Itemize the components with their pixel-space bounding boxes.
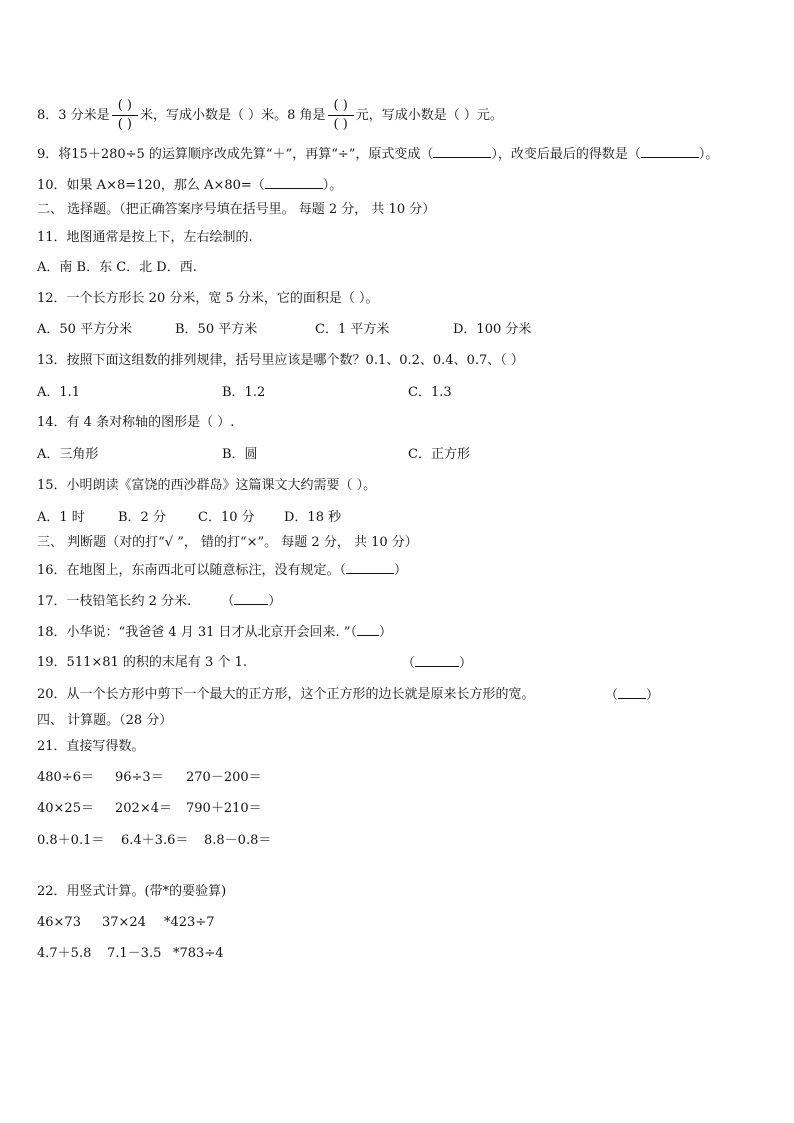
question-17: 17．一枝铅笔长约 2 分米. （ ） <box>37 594 282 609</box>
section-heading-3: 三、 判断题（对的打“√ ”， 错的打“×”。 每题 2 分， 共 10 分） <box>37 535 418 550</box>
fraction-blank-1[interactable]: $\frac{( )}{( )}$ <box>112 97 138 134</box>
option-b[interactable]: B．1.2 <box>222 385 266 400</box>
calc-item: 6.4＋3.6＝ <box>121 833 189 848</box>
question-16: 16．在地图上，东南西北可以随意标注，没有规定。（ ） <box>37 563 408 578</box>
section-heading-2: 二、 选择题。（把正确答案序号填在括号里。 每题 2 分， 共 10 分） <box>37 202 436 217</box>
vertical-calc-item: *423÷7 <box>164 915 215 930</box>
question-12-stem: 12．一个长方形长 20 分米，宽 5 分米，它的面积是（ ）。 <box>37 291 379 306</box>
option-a[interactable]: A．1.1 <box>37 385 81 400</box>
option-d[interactable]: D．18 秒 <box>284 510 342 525</box>
question-14-stem: 14．有 4 条对称轴的图形是（ ）. <box>37 415 235 430</box>
question-13-stem: 13．按照下面这组数的排列规律，括号里应该是哪个数？0.1、0.2、0.4、0.7、（ ） <box>37 353 524 368</box>
question-19: 19．511×81 的积的末尾有 3 个 1. <box>37 655 247 670</box>
vertical-calc-item: *783÷4 <box>173 946 224 961</box>
answer-blank[interactable] <box>234 592 268 605</box>
answer-blank[interactable] <box>433 145 491 158</box>
question-11-options: A．南 B．东 C．北 D．西. <box>37 260 197 275</box>
vertical-calc-item: 7.1－3.5 <box>107 946 162 961</box>
vertical-calc-item: 46×73 <box>37 915 81 930</box>
option-c[interactable]: C．10 分 <box>198 510 255 525</box>
answer-blank[interactable] <box>265 176 323 189</box>
option-c[interactable]: C．正方形 <box>408 447 470 462</box>
question-21-stem: 21．直接写得数。 <box>37 739 145 754</box>
answer-blank[interactable] <box>415 654 459 667</box>
q8-text-2: 米，写成小数是（ ）米。8 角是 <box>139 108 326 123</box>
option-c[interactable]: C．1.3 <box>408 385 452 400</box>
calc-item: 790＋210＝ <box>186 801 262 816</box>
q8-text-3: 元，写成小数是（ ）元。 <box>355 108 503 123</box>
question-22-stem: 22．用竖式计算。(带*的要验算) <box>37 884 227 899</box>
option-c[interactable]: C．1 平方米 <box>315 322 390 337</box>
option-b[interactable]: B．50 平方米 <box>175 322 258 337</box>
question-10: 10．如果 A×8=120，那么 A×80=（ ）。 <box>37 178 343 193</box>
calc-item: 480÷6＝ <box>37 770 94 785</box>
answer-blank[interactable] <box>357 623 379 636</box>
question-18: 18．小华说：“我爸爸 4 月 31 日才从北京开会回来. ”（ ） <box>37 625 392 640</box>
question-20: 20．从一个长方形中剪下一个最大的正方形，这个正方形的边长就是原来长方形的宽。 <box>37 687 535 702</box>
question-11-stem: 11．地图通常是按上下，左右绘制的. <box>37 230 253 245</box>
answer-blank[interactable] <box>618 686 646 699</box>
option-a[interactable]: A．1 时 <box>37 510 85 525</box>
vertical-calc-item: 37×24 <box>102 915 146 930</box>
calc-item: 8.8－0.8＝ <box>204 833 272 848</box>
vertical-calc-item: 4.7＋5.8 <box>37 946 92 961</box>
option-d[interactable]: D．100 分米 <box>453 322 532 337</box>
question-15-stem: 15．小明朗读《富饶的西沙群岛》这篇课文大约需要（ ）。 <box>37 478 377 493</box>
calc-item: 96÷3＝ <box>115 770 164 785</box>
option-a[interactable]: A．三角形 <box>37 447 99 462</box>
option-b[interactable]: B．圆 <box>222 447 258 462</box>
question-19-answer: （ ） <box>402 656 473 671</box>
calc-item: 270－200＝ <box>186 770 262 785</box>
q8-text-1: 8．3 分米是 <box>37 108 110 123</box>
section-heading-4: 四、 计算题。（28 分） <box>37 713 173 728</box>
answer-blank[interactable] <box>346 561 394 574</box>
option-b[interactable]: B．2 分 <box>118 510 166 525</box>
calc-item: 202×4＝ <box>115 801 172 816</box>
calc-item: 0.8＋0.1＝ <box>37 833 105 848</box>
option-a[interactable]: A．50 平方分米 <box>37 322 133 337</box>
fraction-blank-2[interactable]: $\frac{( )}{( )}$ <box>328 97 354 134</box>
answer-blank[interactable] <box>641 145 699 158</box>
calc-item: 40×25＝ <box>37 801 94 816</box>
question-20-answer: （ ） <box>605 688 660 703</box>
question-8 <box>37 97 503 134</box>
question-9: 9．将15＋280÷5 的运算顺序改成先算“＋”，再算“÷”，原式变成（ ），改变后最后的得数是（ ）。 <box>37 147 719 162</box>
